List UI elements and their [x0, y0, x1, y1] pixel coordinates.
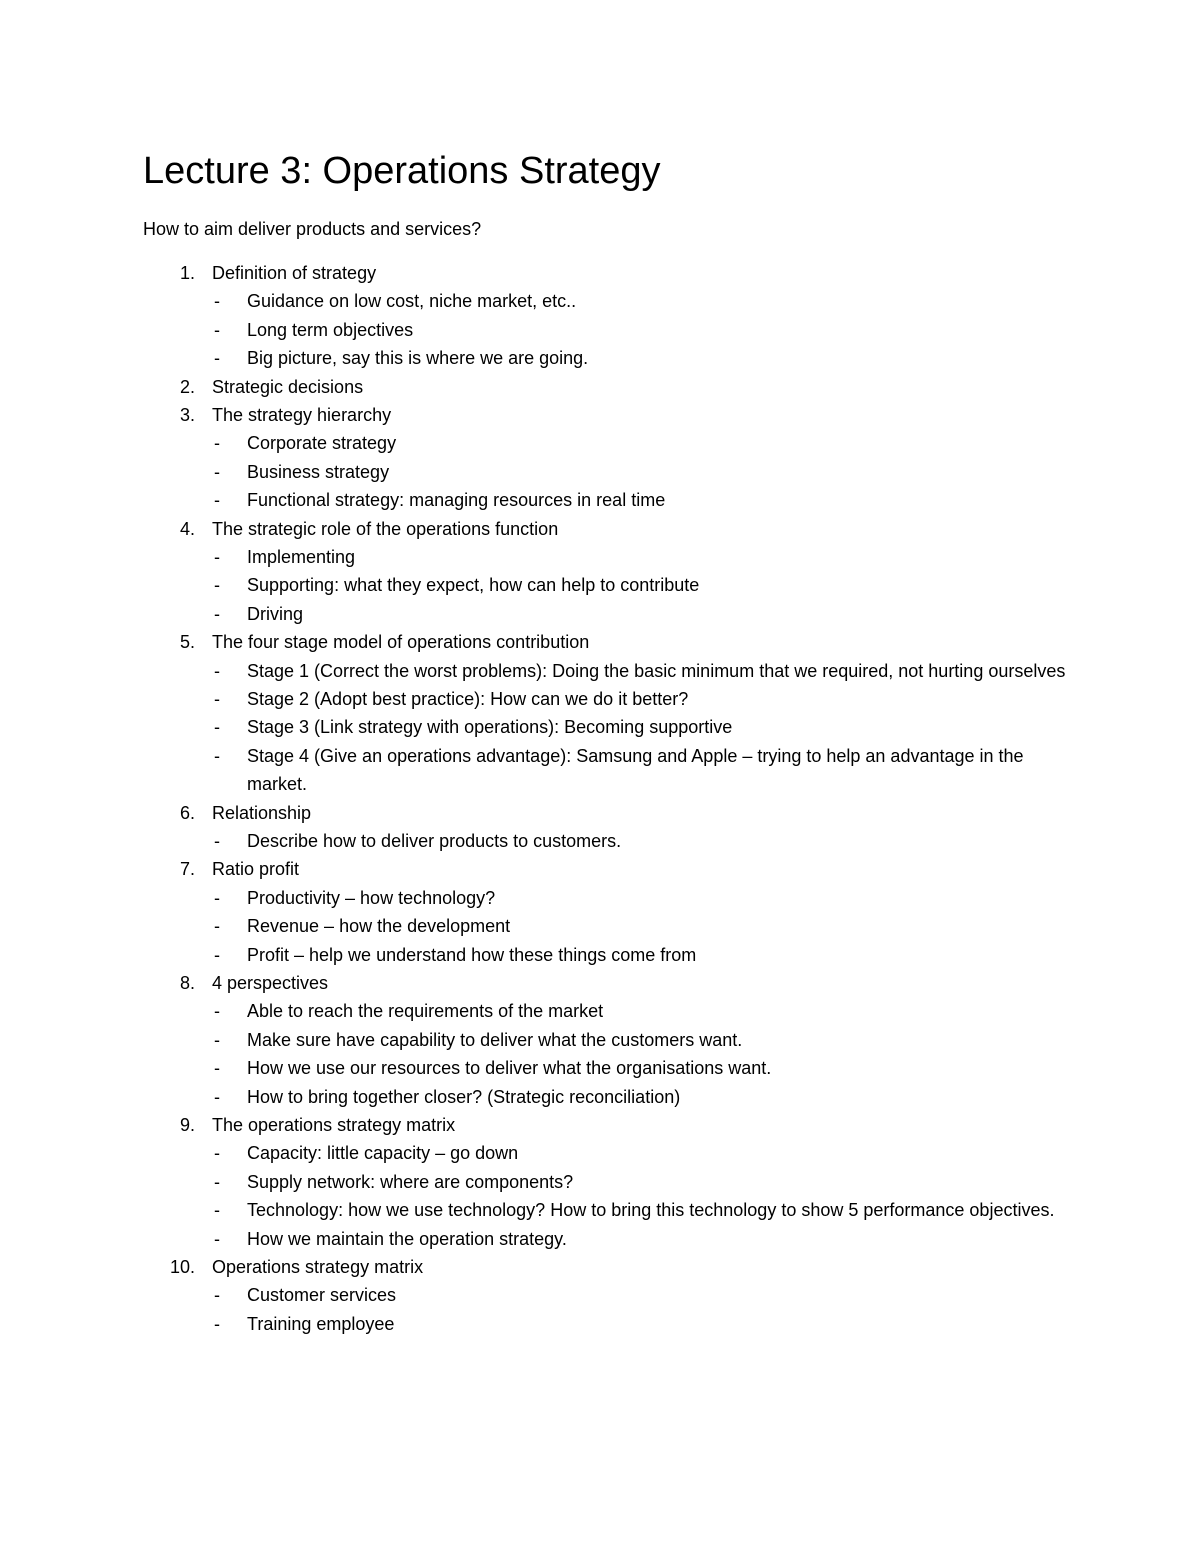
section-points	[143, 884, 1073, 969]
bullet-text: How we use our resources to deliver what the organisations want.	[247, 1058, 772, 1079]
outline-section	[143, 401, 1073, 515]
outline-section	[143, 855, 1073, 969]
bullet-text: Big picture, say this is where we are going.	[247, 348, 589, 369]
bullet-text: Stage 2 (Adopt best practice): How can we do it better?	[247, 689, 689, 710]
intro-question: How to aim deliver products and services?	[143, 219, 482, 239]
bullet-text: Customer services	[247, 1285, 397, 1306]
bullet-text: Technology: how we use technology? How to bring this technology to show 5 performance objectives.	[247, 1200, 1055, 1221]
bullet-point	[143, 344, 1073, 372]
bullet-text: Supply network: where are components?	[247, 1171, 574, 1192]
section-heading-row	[143, 401, 1073, 429]
dash-bullet-icon: -	[214, 745, 220, 766]
bullet-point	[143, 997, 1073, 1025]
section-label: Operations strategy matrix	[212, 1257, 424, 1278]
bullet-text: Business strategy	[247, 461, 390, 482]
section-label: The four stage model of operations contribution	[212, 632, 590, 653]
dash-bullet-icon: -	[214, 1086, 220, 1107]
bullet-point	[143, 657, 1073, 685]
outline-section	[143, 969, 1073, 1111]
bullet-text: Capacity: little capacity – go down	[247, 1143, 519, 1164]
section-number: 1.	[179, 263, 195, 283]
section-points	[143, 287, 1073, 372]
bullet-point	[143, 1026, 1073, 1054]
bullet-text: Revenue – how the development	[247, 916, 511, 937]
bullet-point	[143, 827, 1073, 855]
bullet-text: Stage 1 (Correct the worst problems): Doing the basic minimum that we required, not hurting ourselves	[247, 660, 1066, 681]
bullet-text: Stage 3 (Link strategy with operations): Becoming supportive	[247, 717, 733, 738]
section-number: 2.	[179, 376, 195, 397]
dash-bullet-icon: -	[214, 1029, 220, 1050]
section-heading-row	[143, 259, 1073, 287]
bullet-text: How we maintain the operation strategy.	[247, 1228, 567, 1249]
outline-section	[143, 515, 1073, 629]
section-label: The strategy hierarchy	[212, 405, 392, 425]
dash-bullet-icon: -	[214, 1058, 220, 1079]
section-number: 8.	[179, 973, 195, 994]
section-points	[143, 997, 1073, 1111]
bullet-text: Driving	[247, 603, 304, 624]
dash-bullet-icon: -	[214, 490, 220, 511]
dash-bullet-icon: -	[214, 461, 220, 482]
dash-bullet-icon: -	[214, 348, 220, 369]
bullet-point	[143, 600, 1073, 628]
section-heading-row	[143, 1253, 1073, 1281]
dash-bullet-icon: -	[214, 916, 220, 937]
dash-bullet-icon: -	[214, 1200, 220, 1221]
dash-bullet-icon: -	[214, 319, 220, 340]
bullet-point	[143, 1310, 1073, 1338]
bullet-point	[143, 1196, 1073, 1224]
bullet-point	[143, 1281, 1073, 1309]
dash-bullet-icon: -	[214, 603, 220, 624]
bullet-point	[143, 912, 1073, 940]
bullet-text: Implementing	[247, 547, 356, 567]
section-points	[143, 429, 1073, 514]
outline-section	[143, 259, 1073, 373]
bullet-point	[143, 287, 1073, 315]
section-points	[143, 1139, 1073, 1253]
section-label: Relationship	[212, 802, 312, 823]
page-title: Lecture 3: Operations Strategy	[143, 150, 661, 192]
outline-section	[143, 628, 1073, 798]
bullet-text: Stage 4 (Give an operations advantage): Samsung and Apple – trying to help an advantage in the market.	[247, 745, 1024, 795]
outline-section	[143, 1111, 1073, 1253]
bullet-point	[143, 941, 1073, 969]
bullet-text: Training employee	[247, 1313, 395, 1334]
bullet-text: How to bring together closer? (Strategic reconciliation)	[247, 1086, 681, 1107]
section-number: 6.	[179, 802, 195, 823]
section-heading-row	[143, 799, 1073, 827]
dash-bullet-icon: -	[214, 1143, 220, 1164]
bullet-point	[143, 884, 1073, 912]
dash-bullet-icon: -	[214, 944, 220, 965]
bullet-point	[143, 429, 1073, 457]
bullet-text: Supporting: what they expect, how can help to contribute	[247, 575, 700, 596]
outline-section	[143, 1253, 1073, 1338]
section-number: 4.	[179, 518, 195, 539]
bullet-text: Describe how to deliver products to customers.	[247, 831, 622, 852]
section-label: 4 perspectives	[212, 973, 329, 994]
outline-section	[143, 799, 1073, 856]
bullet-point	[143, 543, 1073, 571]
bullet-point	[143, 1054, 1073, 1082]
outline-section	[143, 373, 1073, 401]
bullet-point	[143, 685, 1073, 713]
bullet-point	[143, 1225, 1073, 1253]
section-points	[143, 543, 1073, 628]
dash-bullet-icon: -	[214, 575, 220, 596]
dash-bullet-icon: -	[214, 291, 220, 312]
bullet-point	[143, 571, 1073, 599]
dash-bullet-icon: -	[214, 433, 220, 454]
section-points	[143, 1281, 1073, 1338]
bullet-point	[143, 1139, 1073, 1167]
bullet-text: Guidance on low cost, niche market, etc..	[247, 291, 577, 312]
bullet-point	[143, 1168, 1073, 1196]
section-label: Strategic decisions	[212, 376, 364, 397]
section-heading-row	[143, 1111, 1073, 1139]
dash-bullet-icon: -	[214, 660, 220, 681]
bullet-text: Functional strategy: managing resources in real time	[247, 490, 666, 511]
bullet-point	[143, 713, 1073, 741]
bullet-text: Corporate strategy	[247, 433, 397, 454]
section-heading-row	[143, 855, 1073, 883]
section-label: Definition of strategy	[212, 263, 377, 283]
section-heading-row	[143, 515, 1073, 543]
bullet-point	[143, 742, 1073, 799]
section-number: 3.	[179, 405, 195, 425]
section-number: 10.	[169, 1257, 195, 1278]
bullet-text: Make sure have capability to deliver what the customers want.	[247, 1029, 743, 1050]
section-points	[143, 827, 1073, 855]
section-number: 9.	[179, 1115, 195, 1136]
bullet-point	[143, 458, 1073, 486]
section-label: Ratio profit	[212, 859, 300, 880]
dash-bullet-icon: -	[214, 831, 220, 852]
bullet-point	[143, 316, 1073, 344]
section-heading-row	[143, 628, 1073, 656]
numbered-outline	[143, 259, 1073, 1338]
section-points	[143, 657, 1073, 799]
section-heading-row	[143, 969, 1073, 997]
dash-bullet-icon: -	[214, 1313, 220, 1334]
dash-bullet-icon: -	[214, 1001, 220, 1022]
bullet-text: Able to reach the requirements of the market	[247, 1001, 604, 1022]
bullet-text: Productivity – how technology?	[247, 887, 496, 908]
section-number: 5.	[179, 632, 195, 653]
dash-bullet-icon: -	[214, 717, 220, 738]
section-label: The operations strategy matrix	[212, 1115, 456, 1136]
bullet-point	[143, 486, 1073, 514]
dash-bullet-icon: -	[214, 547, 220, 567]
bullet-text: Profit – help we understand how these things come from	[247, 944, 697, 965]
bullet-point	[143, 1083, 1073, 1111]
section-number: 7.	[179, 859, 195, 880]
bullet-text: Long term objectives	[247, 319, 414, 340]
dash-bullet-icon: -	[214, 1228, 220, 1249]
dash-bullet-icon: -	[214, 887, 220, 908]
section-label: The strategic role of the operations function	[212, 518, 559, 539]
dash-bullet-icon: -	[214, 1171, 220, 1192]
dash-bullet-icon: -	[214, 689, 220, 710]
section-heading-row	[143, 373, 1073, 401]
dash-bullet-icon: -	[214, 1285, 220, 1306]
